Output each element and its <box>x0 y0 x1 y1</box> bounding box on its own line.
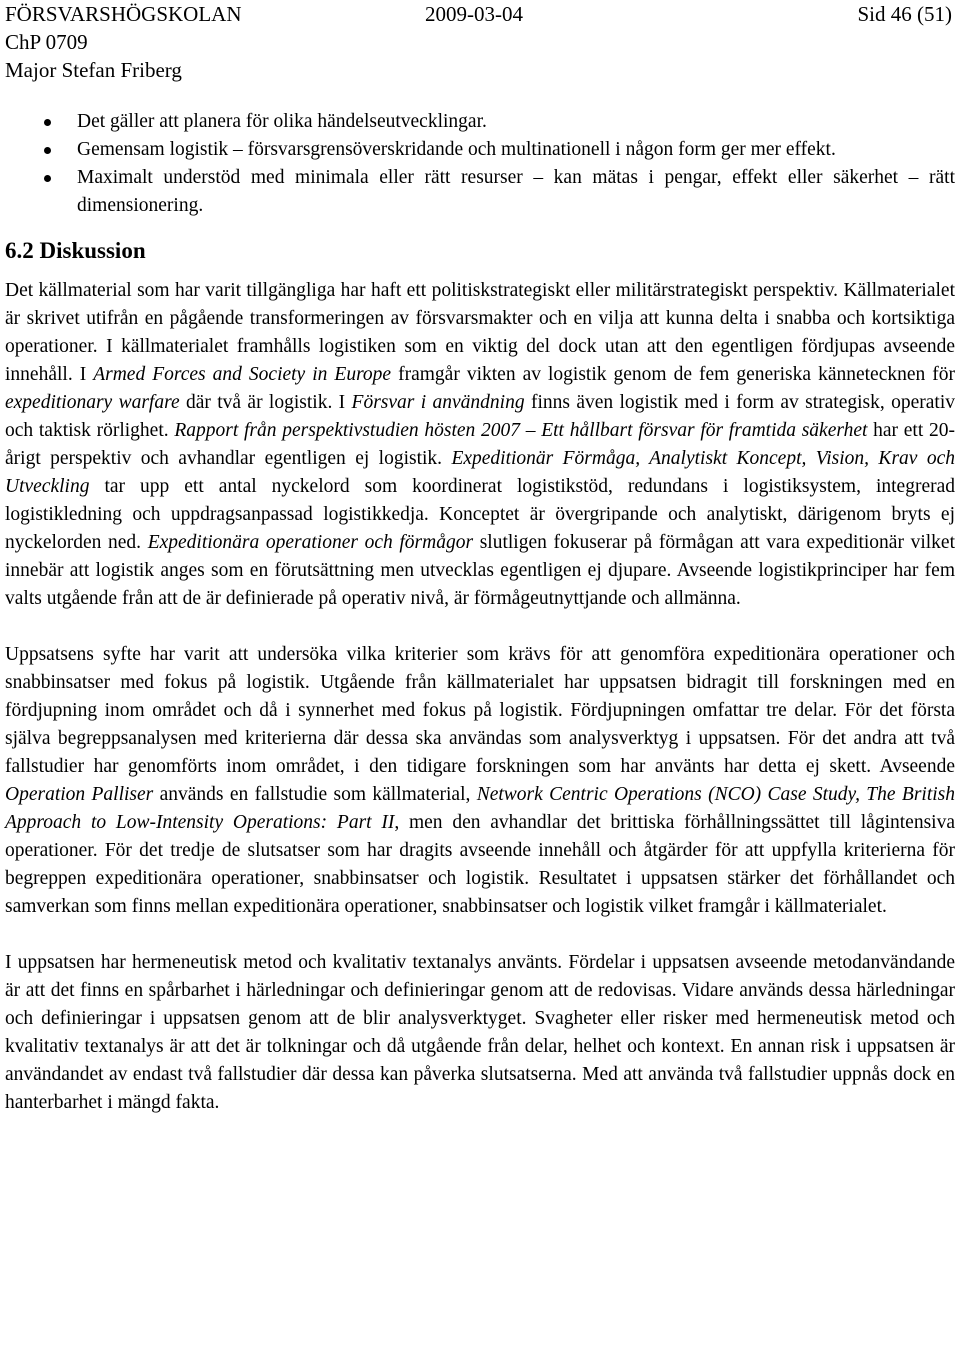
header-date: 2009-03-04 <box>425 2 523 26</box>
paragraph-method: I uppsatsen har hermeneutisk metod och kvalitativ textanalys använts. Fördelar i uppsatsen avseende metodanvändande är att det finns en spårbarhet i härledningar och definieringar genom att de redovisas. Vidare används dessa härledningar och definieringar i uppsatsen genom att de blir analysverktyget. Svagheter eller risker med hermeneutisk metod och kvalitativ textanalys är att det är tolkningar och då utgående från delar, helhet och kontext. En annan risk i uppsatsen är användandet av endast två fallstudier där dessa kan påverka slutsatserna. Med att använda två fallstudier uppnås dock en hanterbarhet i mängd fakta. <box>5 952 955 1113</box>
paragraph-sources: Det källmaterial som har varit tillgängliga har haft ett politiskstrategiskt eller militärstrategiskt perspektiv. Källmaterialet är skrivet utifrån en pågående transformeringen av försvarsmakter och en vilja att kunna delta i snabba och kortsiktiga operationer. I källmaterialet framhålls logistiken som en viktig del dock utan att den egentligen fördjupas avseende innehåll. I Armed Forces and Society in Europe framgår vikten av logistik genom de fem generiska kännetecknen för expeditionary warfare där två är logistik. I Försvar i användning finns även logistik med i form av strategisk, operativ och taktisk rörlighet. Rapport från perspektivstudien hösten 2007 – Ett hållbart försvar för framtida säkerhet har ett 20-årigt perspektiv och avhandlar egentligen ej logistik. Expeditionär Förmåga, Analytiskt Koncept, Vision, Krav och Utveckling tar upp ett antal nyckelord som koordinerat logistikstöd, redundans i logistiksystem, integrerad logistikledning och uppdragsanpassad logistikkedja. Konceptet är övergripande och analytiskt, därigenom bryts ej nyckelorden ned. Expeditionära operationer och förmågor slutligen fokuserar på förmågan att vara expeditionär vilket innebär att logistik anges som en förutsättning men utvecklas egentligen ej djupare. Avseende logistikprinciper har fem valts utgående från att de är definierade på operativ nivå, är förmågeutnyttjande och allmänna. <box>5 280 956 609</box>
bullet-text: Det gäller att planera för olika händelseutvecklingar. <box>77 111 487 132</box>
bullet-item <box>5 164 955 220</box>
bullet-icon <box>5 108 77 136</box>
bullet-icon <box>5 136 77 164</box>
bullet-text: Gemensam logistik – försvarsgrensöverskridande och multinationell i någon form ger mer effekt. <box>77 139 836 160</box>
paragraph-purpose: Uppsatsens syfte har varit att undersöka vilka kriterier som krävs för att genomföra expeditionära operationer och snabbinsatser med fokus på logistik. Utgående från källmaterialet har uppsatsen bidragit till forskningen med en fördjupning inom området och då i synnerhet med fokus på logistik. Fördjupningen omfattar tre delar. För det första själva begreppsanalysen med kriterierna där dessa ska användas som analysverktyg i uppsatsen. För det andra att två fallstudier har genomförts inom området, i den tidigare forskningen som har använts har detta ej skett. Avseende Operation Palliser används en fallstudie som källmaterial, Network Centric Operations (NCO) Case Study, The British Approach to Low-Intensity Operations: Part II, men den avhandlar det brittiska förhållningssättet till lågintensiva operationer. För det tredje de slutsatser som har dragits avseende innehåll och åtgärder för att uppfylla kriterierna för begreppen expeditionära operationer, snabbinsatser och logistik. Resultatet i uppsatsen stärker det förhållandet och samverkan som finns mellan expeditionära operationer, snabbinsatser och logistik vilket framgår i källmaterialet. <box>5 644 955 917</box>
header-author: Major Stefan Friberg <box>5 58 182 82</box>
bullet-item <box>5 136 955 164</box>
header-course: ChP 0709 <box>5 30 88 54</box>
section-heading: 6.2 Diskussion <box>5 238 146 263</box>
bullet-item <box>5 108 955 136</box>
document-body <box>5 108 955 1117</box>
header-page-number: Sid 46 (51) <box>857 2 952 26</box>
bullet-text: Maximalt understöd med minimala eller rätt resurser – kan mätas i pengar, effekt eller säkerhet – rätt dimensionering. <box>77 167 955 216</box>
header-school: FÖRSVARSHÖGSKOLAN <box>5 2 242 26</box>
bullet-icon <box>5 164 77 220</box>
